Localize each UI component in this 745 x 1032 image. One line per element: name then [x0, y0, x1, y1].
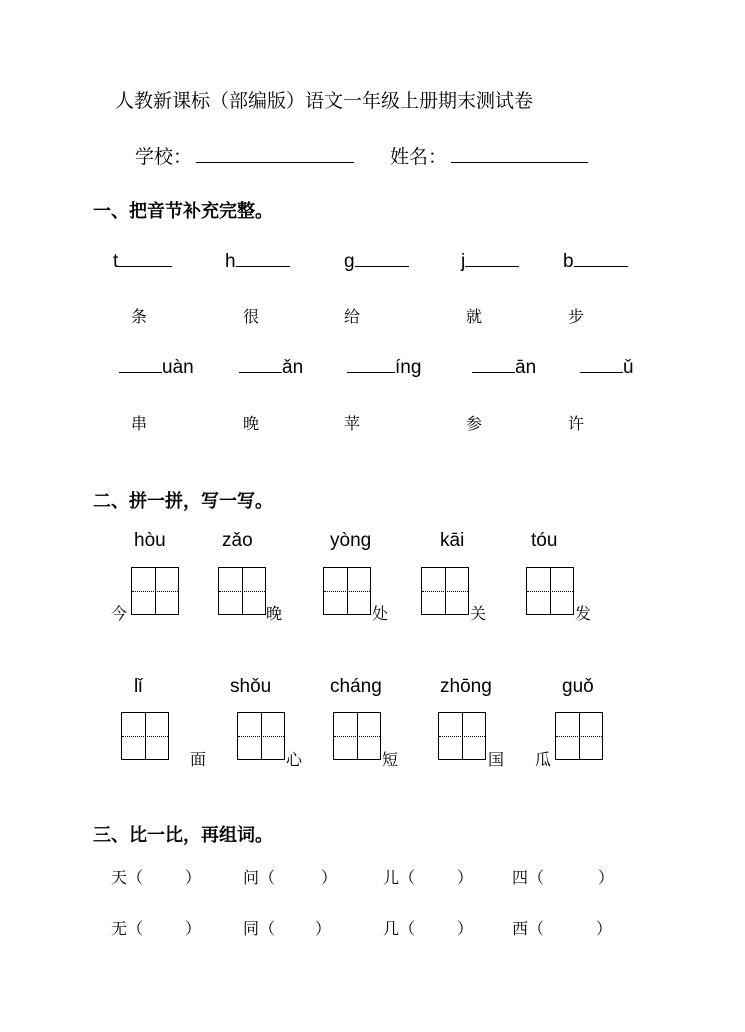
section1-title: 一、把音节补充完整。	[93, 201, 273, 222]
school-field	[135, 142, 354, 169]
word-blank[interactable]: 几（ ）	[383, 919, 474, 938]
pinyin-label: kāi	[440, 530, 465, 551]
hanzi: 步	[568, 307, 585, 326]
school-label: 学校：	[135, 146, 193, 168]
pinyin-label: tóu	[531, 530, 558, 551]
syllable-blank[interactable]: g	[344, 248, 409, 273]
name-field	[390, 142, 588, 169]
word-blank[interactable]: 天（ ）	[111, 868, 202, 887]
word-blank[interactable]: 同（ ）	[243, 919, 332, 938]
hanzi: 苹	[344, 414, 361, 433]
hanzi: 就	[466, 307, 483, 326]
section2-title: 二、拼一拼，写一写。	[93, 491, 273, 512]
syllable-blank[interactable]: íng	[347, 354, 421, 379]
hanzi: 国	[488, 750, 505, 769]
name-input[interactable]	[451, 144, 588, 163]
hanzi: 瓜	[535, 750, 552, 769]
hanzi: 短	[382, 750, 399, 769]
word-blank[interactable]: 儿（ ）	[383, 868, 474, 887]
word-blank[interactable]: 西（ ）	[512, 919, 613, 938]
hanzi: 很	[243, 307, 260, 326]
hanzi: 心	[286, 750, 303, 769]
page-title: 人教新课标（部编版）语文一年级上册期末测试卷	[115, 90, 534, 112]
hanzi: 晚	[243, 414, 260, 433]
writing-grid[interactable]	[121, 712, 169, 760]
pinyin-label: chánɡ	[330, 676, 382, 697]
hanzi: 处	[372, 604, 389, 623]
hanzi: 给	[344, 307, 361, 326]
writing-grid[interactable]	[333, 712, 381, 760]
word-blank[interactable]: 无（ ）	[111, 919, 202, 938]
syllable-blank[interactable]: h	[225, 248, 290, 273]
hanzi: 许	[568, 414, 585, 433]
writing-grid[interactable]	[131, 567, 179, 615]
school-input[interactable]	[196, 144, 354, 163]
syllable-blank[interactable]: j	[461, 248, 519, 273]
syllable-blank[interactable]: ān	[472, 354, 536, 379]
hanzi: 条	[131, 307, 148, 326]
pinyin-label: yòng	[330, 530, 372, 551]
syllable-blank[interactable]: uàn	[119, 354, 194, 379]
syllable-blank[interactable]: t	[113, 248, 172, 273]
hanzi: 参	[466, 414, 483, 433]
hanzi: 面	[190, 750, 207, 769]
word-blank[interactable]: 问（ ）	[243, 868, 338, 887]
name-label: 姓名：	[390, 146, 448, 168]
hanzi: 发	[575, 604, 592, 623]
pinyin-label: shǒu	[230, 676, 272, 697]
hanzi: 晚	[266, 604, 283, 623]
syllable-blank[interactable]: ǔ	[580, 354, 634, 379]
section3-title: 三、比一比，再组词。	[93, 825, 273, 846]
pinyin-label: hòu	[134, 530, 166, 551]
word-blank[interactable]: 四（ ）	[512, 868, 615, 887]
hanzi: 关	[470, 604, 487, 623]
pinyin-label: lǐ	[134, 676, 143, 697]
pinyin-label: zhōnɡ	[440, 676, 492, 697]
writing-grid[interactable]	[323, 567, 371, 615]
writing-grid[interactable]	[237, 712, 285, 760]
writing-grid[interactable]	[218, 567, 266, 615]
hanzi: 串	[131, 414, 148, 433]
writing-grid[interactable]	[421, 567, 469, 615]
writing-grid[interactable]	[526, 567, 574, 615]
pinyin-label: zǎo	[222, 530, 253, 551]
pinyin-label: guǒ	[562, 676, 594, 697]
syllable-blank[interactable]: b	[563, 248, 628, 273]
syllable-blank[interactable]: ǎn	[239, 354, 303, 379]
writing-grid[interactable]	[438, 712, 486, 760]
writing-grid[interactable]	[555, 712, 603, 760]
hanzi: 今	[111, 604, 128, 623]
